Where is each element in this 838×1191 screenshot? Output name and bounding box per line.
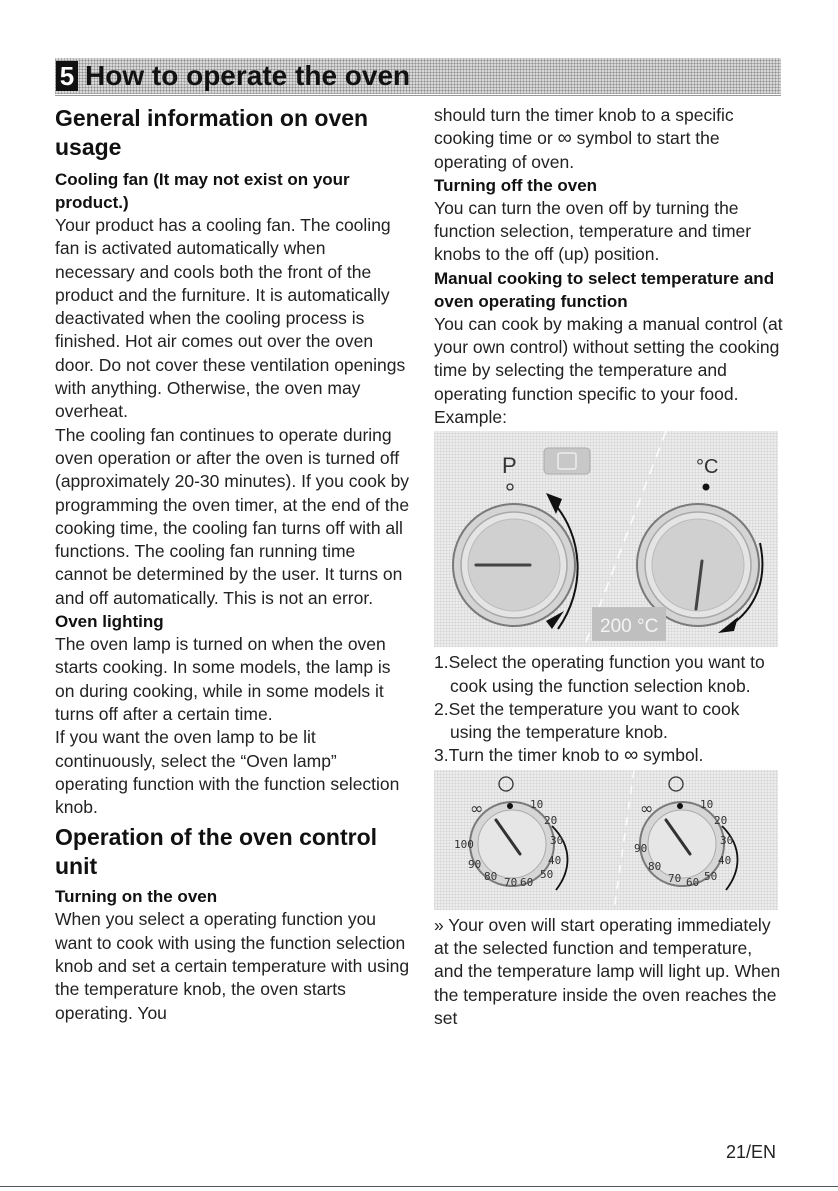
text-fragment: 3.Turn the timer knob to <box>434 745 624 766</box>
dial-number: 40 <box>548 853 562 867</box>
page-number: 21/EN <box>726 1142 777 1162</box>
timer-illustration <box>434 770 778 910</box>
text-fragment: symbol to start the operating of oven. <box>434 128 720 172</box>
heading-turning-off: Turning off the oven <box>434 175 598 195</box>
section-banner <box>55 58 781 94</box>
oven-lighting-paragraph-2: If you want the oven lamp to be lit continuously, select the “Oven lamp” operating function with the function selection knob. <box>55 727 400 818</box>
example-label: Example: <box>434 406 507 427</box>
dial-number: 90 <box>468 857 482 871</box>
timer-indicator-dot <box>507 803 513 809</box>
dial-number: 20 <box>714 813 728 827</box>
dial-number: 10 <box>700 797 714 811</box>
section-number-badge: 5 <box>56 61 78 91</box>
result-paragraph: » Your oven will start operating immediately at the selected function and temperature, and the temperature lamp will light up. When the temperature inside the oven reaches the set <box>434 914 781 1028</box>
dial-number: 30 <box>720 833 734 847</box>
dial-number: 50 <box>704 869 718 883</box>
heading-cooling-fan: Cooling fan (It may not exist on your product.) <box>55 170 350 212</box>
infinity-icon: ∞ <box>624 744 639 767</box>
function-selection-knob <box>453 504 575 626</box>
heading-oven-lighting: Oven lighting <box>55 612 164 632</box>
dial-number: 10 <box>530 797 544 811</box>
heading-operation-control-unit: Operation of the oven control unit <box>55 824 378 880</box>
clock-icon <box>499 777 513 791</box>
heading-manual-cooking: Manual cooking to select temperature and oven operating function <box>434 268 775 311</box>
temperature-display-text: 200 °C <box>600 616 659 638</box>
dial-number: 40 <box>718 853 732 867</box>
manual-cooking-paragraph: You can cook by making a manual control (at your own control) without setting the cooking time by selecting the temperature and operating function specific to your food. <box>434 313 783 404</box>
turning-on-paragraph-part-a: When you select a operating function you want to cook with using the function selection knob and set a certain temperature with using the temperature knob, the oven starts operating. You <box>55 909 410 1023</box>
timer-indicator-dot <box>677 803 683 809</box>
right-column <box>434 104 784 1030</box>
oven-lighting-paragraph-1: The oven lamp is turned on when the oven starts cooking. In some models, the lamp is on during cooking, while in some models it turns off after a certain time. <box>55 634 391 724</box>
turning-off-paragraph: You can turn the oven off by turning the function selection, temperature and timer knobs to the off (up) position. <box>434 197 752 265</box>
timer-illustration-panel <box>434 770 778 910</box>
function-indicator-dot <box>507 484 513 490</box>
dial-number: 80 <box>484 869 498 883</box>
infinity-icon: ∞ <box>470 798 484 818</box>
temperature-indicator-label: °C <box>696 456 719 479</box>
dial-number: 90 <box>634 841 648 855</box>
heading-turning-on: Turning on the oven <box>55 887 218 907</box>
turning-on-paragraph-part-b <box>434 104 784 174</box>
dial-number: 50 <box>540 867 554 881</box>
bottom-rule <box>0 1186 838 1187</box>
step-item: 2.Set the temperature you want to cook using the temperature knob. <box>434 698 740 743</box>
cooling-fan-paragraph-1: Your product has a cooling fan. The cooling fan is activated automatically when necessary and cools both the front of the product and the furniture. It is automatically deactivated when the cooling process is finished. Hot air comes out over the oven door. Do not cover these ventilation openings with anything. Otherwise, the oven may overheat. <box>55 215 406 422</box>
function-indicator-label: P <box>502 453 517 479</box>
text-fragment: should turn the timer knob to a specific cooking time or <box>434 105 734 149</box>
dial-number: 60 <box>520 875 534 889</box>
oven-lamp-icon-box <box>544 448 590 474</box>
clock-icon <box>669 777 683 791</box>
text-fragment: symbol. <box>638 745 704 766</box>
dial-number: 70 <box>668 871 682 885</box>
steps-list <box>434 651 784 767</box>
dial-number: 30 <box>550 833 564 847</box>
dial-number: 80 <box>648 859 662 873</box>
dial-number: 60 <box>686 875 700 889</box>
knob-illustration <box>434 431 778 647</box>
dial-number: 20 <box>544 813 558 827</box>
section-title: How to operate the oven <box>85 60 411 91</box>
dial-number: 70 <box>504 875 518 889</box>
left-column <box>55 104 410 1025</box>
step-item <box>434 744 784 767</box>
temperature-indicator-dot <box>703 484 710 491</box>
step-item: 1.Select the operating function you want to cook using the function selection knob. <box>434 652 765 696</box>
infinity-icon: ∞ <box>557 127 572 150</box>
infinity-icon: ∞ <box>640 798 654 818</box>
cooling-fan-paragraph-2: The cooling fan continues to operate during oven operation or after the oven is turned off (approximately 20-30 minutes). If you cook by programming the oven timer, at the end of the cooking time, the cooling fan turns off with all functions. The cooling fan running time cannot be determined by the user. It turns on and off automatically. This is not an error. <box>55 424 410 608</box>
dial-number: 100 <box>454 837 474 851</box>
heading-general-information: General information on oven usage <box>55 105 369 160</box>
knob-illustration-panel <box>434 431 778 647</box>
